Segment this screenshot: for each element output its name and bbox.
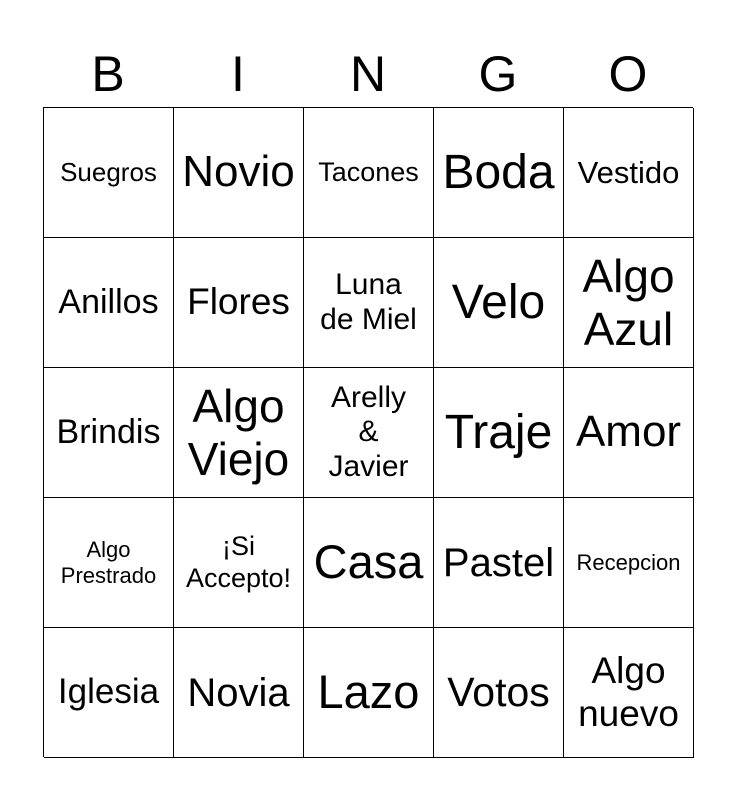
cell-text: Algo Viejo: [187, 379, 290, 485]
header-letter-n: N: [349, 46, 387, 102]
cell-text: Traje: [444, 405, 553, 459]
cell-text: Luna de Miel: [320, 268, 417, 336]
bingo-cell[interactable]: [564, 238, 694, 368]
cell-text: Lazo: [317, 665, 420, 719]
bingo-cell[interactable]: [174, 498, 304, 628]
cell-text: ¡Si Accepto!: [185, 531, 292, 593]
cell-text: Algo Prestrado: [60, 537, 157, 588]
cell-text: Algo nuevo: [578, 649, 679, 734]
cell-text: Brindis: [56, 412, 161, 451]
cell-text: Iglesia: [57, 672, 160, 712]
bingo-cell[interactable]: [434, 108, 564, 238]
cell-text: Pastel: [442, 540, 555, 585]
cell-text: Novio: [182, 147, 295, 197]
bingo-cell[interactable]: [564, 368, 694, 498]
bingo-cell[interactable]: [304, 628, 434, 758]
cell-text: Flores: [187, 281, 290, 323]
cell-text: Votos: [447, 668, 550, 715]
cell-text: Velo: [451, 275, 546, 329]
bingo-cell[interactable]: [174, 628, 304, 758]
bingo-cell[interactable]: [434, 628, 564, 758]
bingo-cell[interactable]: [434, 498, 564, 628]
cell-text: Boda: [442, 145, 555, 199]
bingo-cell[interactable]: [44, 498, 174, 628]
bingo-header: [43, 44, 693, 104]
bingo-cell[interactable]: [304, 108, 434, 238]
bingo-cell[interactable]: [44, 108, 174, 238]
bingo-cell[interactable]: [44, 238, 174, 368]
bingo-cell[interactable]: [174, 368, 304, 498]
bingo-cell[interactable]: [44, 368, 174, 498]
cell-text: Vestido: [577, 154, 680, 190]
header-letter-b: B: [91, 46, 125, 102]
bingo-cell[interactable]: [174, 108, 304, 238]
header-letter-i: I: [231, 46, 245, 102]
bingo-cell[interactable]: [564, 498, 694, 628]
bingo-cell[interactable]: [564, 108, 694, 238]
bingo-cell[interactable]: [434, 368, 564, 498]
cell-text: Casa: [313, 535, 424, 589]
cell-text: Tacones: [318, 156, 419, 187]
bingo-cell[interactable]: [44, 628, 174, 758]
cell-text: Novia: [187, 670, 290, 715]
bingo-cell[interactable]: [304, 238, 434, 368]
bingo-cell[interactable]: [434, 238, 564, 368]
bingo-cell[interactable]: [174, 238, 304, 368]
cell-text: Amor: [575, 407, 682, 457]
cell-text: Arelly & Javier: [328, 380, 409, 483]
cell-text: Algo Azul: [582, 249, 675, 355]
header-letter-o: O: [608, 46, 648, 102]
header-letter-g: G: [478, 46, 518, 102]
cell-text: Anillos: [58, 282, 159, 321]
cell-text: Suegros: [60, 156, 157, 187]
cell-text: Recepcion: [576, 549, 681, 575]
bingo-board: [43, 107, 693, 757]
bingo-cell[interactable]: [304, 368, 434, 498]
bingo-cell[interactable]: [304, 498, 434, 628]
bingo-cell[interactable]: [564, 628, 694, 758]
